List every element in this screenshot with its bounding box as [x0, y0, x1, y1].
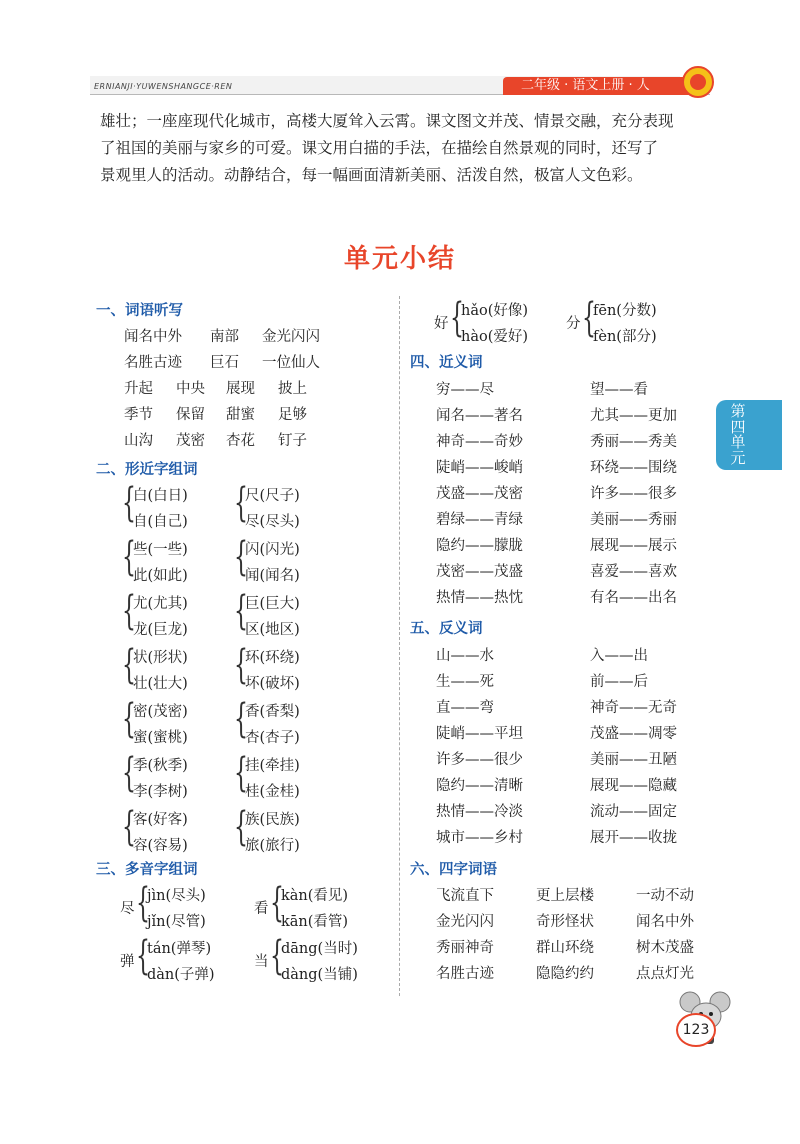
brace-icon: {: [234, 534, 248, 580]
list-item: 升起: [124, 381, 153, 397]
list-item: 环(环绕): [245, 650, 300, 666]
list-item: 更上层楼: [536, 888, 594, 904]
list-item: 族(民族): [245, 812, 300, 828]
list-item: 前——后: [590, 674, 648, 690]
list-item: 秀丽神奇: [436, 940, 494, 956]
list-item: 陡峭——平坦: [436, 726, 523, 742]
list-item: 闪(闪光): [245, 542, 300, 558]
list-item: 陡峭——峻峭: [436, 460, 523, 476]
page-title: 单元小结: [343, 244, 456, 274]
list-item: 尤其——更加: [590, 408, 677, 424]
brace-icon: {: [136, 933, 150, 979]
list-item: 有名——出名: [590, 590, 677, 606]
list-item: 城市——乡村: [436, 830, 523, 846]
list-item: 一动不动: [636, 888, 694, 904]
brace-icon: {: [122, 588, 136, 634]
section-title-idioms: 六、四字词语: [410, 862, 497, 878]
list-item: 喜爱——喜欢: [590, 564, 677, 580]
list-item: 热情——冷淡: [436, 804, 523, 820]
list-item: 隐约——朦胧: [436, 538, 523, 554]
list-item: 展现——展示: [590, 538, 677, 554]
list-item: 隐隐约约: [536, 966, 594, 982]
list-item: 容(容易): [133, 838, 188, 854]
polyphone-char: 尽: [120, 901, 135, 917]
section-title-dictation: 一、词语听写: [96, 303, 183, 319]
list-item: 一位仙人: [262, 355, 320, 371]
list-item: 南部: [210, 329, 239, 345]
list-item: 许多——很多: [590, 486, 677, 502]
list-item: 碧绿——青绿: [436, 512, 523, 528]
brace-icon: {: [136, 880, 150, 926]
list-item: 名胜古迹: [436, 966, 494, 982]
page-number: 123: [676, 1013, 716, 1047]
list-item: jǐn(尽管): [147, 914, 206, 930]
list-item: 神奇——奇妙: [436, 434, 523, 450]
list-item: 树木茂盛: [636, 940, 694, 956]
list-item: 闻名中外: [636, 914, 694, 930]
list-item: 秀丽——秀美: [590, 434, 677, 450]
list-item: 些(一些): [133, 542, 188, 558]
list-item: 山——水: [436, 648, 494, 664]
list-item: 壮(壮大): [133, 676, 188, 692]
list-item: 甜蜜: [226, 407, 255, 423]
brace-icon: {: [450, 295, 464, 341]
list-item: 穷——尽: [436, 382, 494, 398]
list-item: 热情——热忱: [436, 590, 523, 606]
list-item: hào(爱好): [461, 329, 529, 345]
list-item: 闻(闻名): [245, 568, 300, 584]
list-item: 杏(杏子): [245, 730, 300, 746]
section-title-similar-chars: 二、形近字组词: [96, 462, 198, 478]
list-item: 自(自己): [133, 514, 188, 530]
list-item: 巨石: [210, 355, 239, 371]
list-item: fèn(部分): [593, 329, 657, 345]
list-item: jìn(尽头): [147, 888, 206, 904]
list-item: 金光闪闪: [262, 329, 320, 345]
brace-icon: {: [122, 642, 136, 688]
list-item: 金光闪闪: [436, 914, 494, 930]
list-item: 展现: [226, 381, 255, 397]
list-item: 区(地区): [245, 622, 300, 638]
intro-line-1: 雄壮；一座座现代化城市，高楼大厦耸入云霄。课文图文并茂、情景交融，充分表现: [100, 112, 674, 130]
list-item: 隐约——清晰: [436, 778, 523, 794]
polyphone-char: 看: [254, 901, 269, 917]
section-title-polyphones: 三、多音字组词: [96, 862, 198, 878]
polyphone-char: 好: [434, 316, 449, 332]
brace-icon: {: [122, 750, 136, 796]
list-item: 望——看: [590, 382, 648, 398]
polyphone-char: 当: [254, 954, 269, 970]
list-item: 足够: [278, 407, 307, 423]
list-item: hǎo(好像): [461, 303, 529, 319]
brace-icon: {: [270, 880, 284, 926]
list-item: 群山环绕: [536, 940, 594, 956]
list-item: 环绕——围绕: [590, 460, 677, 476]
brace-icon: {: [234, 750, 248, 796]
list-item: dàng(当铺): [281, 967, 358, 983]
list-item: 闻名——著名: [436, 408, 523, 424]
list-item: 李(李树): [133, 784, 188, 800]
list-item: 茂盛——凋零: [590, 726, 677, 742]
list-item: fēn(分数): [593, 303, 657, 319]
list-item: 桂(金桂): [245, 784, 300, 800]
list-item: 闻名中外: [124, 329, 182, 345]
list-item: 中央: [176, 381, 205, 397]
list-item: 流动——固定: [590, 804, 677, 820]
list-item: 飞流直下: [436, 888, 494, 904]
list-item: 此(如此): [133, 568, 188, 584]
list-item: 季节: [124, 407, 153, 423]
brace-icon: {: [234, 588, 248, 634]
list-item: 季(秋季): [133, 758, 188, 774]
list-item: 巨(巨大): [245, 596, 300, 612]
list-item: 茂密——茂盛: [436, 564, 523, 580]
list-item: 客(好客): [133, 812, 188, 828]
list-item: 生——死: [436, 674, 494, 690]
section-title-synonyms: 四、近义词: [410, 355, 483, 371]
polyphone-char: 弹: [120, 954, 135, 970]
list-item: 直——弯: [436, 700, 494, 716]
list-item: 山沟: [124, 433, 153, 449]
list-item: 神奇——无奇: [590, 700, 677, 716]
list-item: 坏(破坏): [245, 676, 300, 692]
unit-side-tab: [716, 400, 782, 470]
list-item: 尺(尺子): [245, 488, 300, 504]
logo-badge-icon: [682, 66, 714, 98]
intro-line-3: 景观里人的活动。动静结合，每一幅画面清新美丽、活泼自然，极富人文色彩。: [100, 166, 643, 184]
grade-tab: 二年级 · 语文上册 · 人: [503, 77, 695, 95]
list-item: kān(看管): [281, 914, 349, 930]
list-item: 茂密: [176, 433, 205, 449]
list-item: dàn(子弹): [147, 967, 215, 983]
list-item: 美丽——秀丽: [590, 512, 677, 528]
brace-icon: {: [270, 933, 284, 979]
list-item: 龙(巨龙): [133, 622, 188, 638]
list-item: 白(白日): [133, 488, 188, 504]
list-item: dāng(当时): [281, 941, 358, 957]
list-item: 状(形状): [133, 650, 188, 666]
brace-icon: {: [582, 295, 596, 341]
unit-side-label: 第四单元: [730, 402, 746, 467]
list-item: 密(茂密): [133, 704, 188, 720]
list-item: 入——出: [590, 648, 648, 664]
section-title-antonyms: 五、反义词: [410, 621, 483, 637]
polyphone-char: 分: [566, 316, 581, 332]
list-item: 点点灯光: [636, 966, 694, 982]
list-item: 奇形怪状: [536, 914, 594, 930]
list-item: 展开——收拢: [590, 830, 677, 846]
column-divider: [399, 296, 400, 996]
brace-icon: {: [122, 534, 136, 580]
running-head: ERNIANJI·YUWENSHANGCE·REN: [94, 82, 233, 91]
list-item: 保留: [176, 407, 205, 423]
list-item: 尤(尤其): [133, 596, 188, 612]
brace-icon: {: [122, 696, 136, 742]
list-item: 钉子: [278, 433, 307, 449]
brace-icon: {: [122, 480, 136, 526]
list-item: 美丽——丑陋: [590, 752, 677, 768]
list-item: tán(弹琴): [147, 941, 212, 957]
list-item: 杏花: [226, 433, 255, 449]
brace-icon: {: [234, 642, 248, 688]
list-item: 许多——很少: [436, 752, 523, 768]
list-item: 尽(尽头): [245, 514, 300, 530]
list-item: 蜜(蜜桃): [133, 730, 188, 746]
list-item: 茂盛——茂密: [436, 486, 523, 502]
list-item: 名胜古迹: [124, 355, 182, 371]
list-item: 旅(旅行): [245, 838, 300, 854]
list-item: 挂(牵挂): [245, 758, 300, 774]
brace-icon: {: [234, 696, 248, 742]
brace-icon: {: [122, 804, 136, 850]
list-item: 展现——隐藏: [590, 778, 677, 794]
brace-icon: {: [234, 480, 248, 526]
list-item: 香(香梨): [245, 704, 300, 720]
brace-icon: {: [234, 804, 248, 850]
intro-line-2: 了祖国的美丽与家乡的可爱。课文用白描的手法，在描绘自然景观的同时，还写了: [100, 139, 659, 157]
list-item: kàn(看见): [281, 888, 349, 904]
list-item: 披上: [278, 381, 307, 397]
